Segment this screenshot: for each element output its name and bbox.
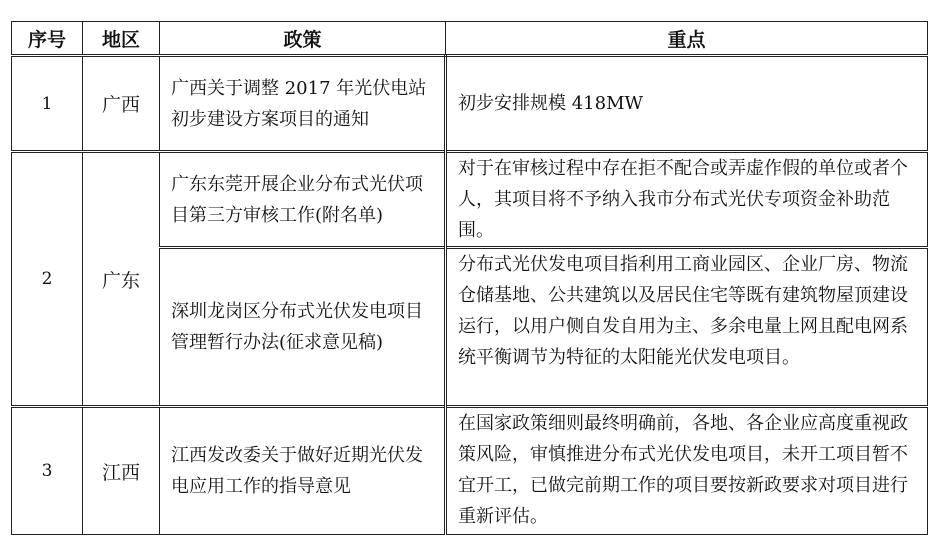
key-points-cell: 在国家政策细则最终明确前，各地、各企业应高度重视政策风险，审慎推进分布式光伏发电项目，未开工项目暂不宜开工，已做完前期工作的项目要按新政要求对项目进行重新评估。 xyxy=(446,407,928,535)
header-row xyxy=(12,22,928,56)
header-region: 地区 xyxy=(83,22,160,56)
row-number: 1 xyxy=(12,56,83,152)
table-row xyxy=(12,152,928,248)
policy-cell: 深圳龙岗区分布式光伏发电项目管理暂行办法(征求意见稿) xyxy=(160,248,446,407)
region-cell: 广东 xyxy=(83,152,160,407)
key-points-cell: 初步安排规模 418MW xyxy=(446,56,928,152)
policy-cell: 广西关于调整 2017 年光伏电站初步建设方案项目的通知 xyxy=(160,56,446,152)
header-key-points: 重点 xyxy=(446,22,928,56)
policy-table xyxy=(11,21,928,535)
key-points-cell: 分布式光伏发电项目指利用工商业园区、企业厂房、物流仓储基地、公共建筑以及居民住宅等既有建筑物屋顶建设运行，以用户侧自发自用为主、多余电量上网且配电网系统平衡调节为特征的太阳能光伏发电项目。 xyxy=(446,248,928,407)
policy-cell: 江西发改委关于做好近期光伏发电应用工作的指导意见 xyxy=(160,407,446,535)
row-number: 2 xyxy=(12,152,83,407)
table-row xyxy=(12,56,928,152)
header-no: 序号 xyxy=(12,22,83,56)
region-cell: 江西 xyxy=(83,407,160,535)
key-points-cell: 对于在审核过程中存在拒不配合或弄虚作假的单位或者个人，其项目将不予纳入我市分布式光伏专项资金补助范围。 xyxy=(446,152,928,248)
header-policy: 政策 xyxy=(160,22,446,56)
policy-cell: 广东东莞开展企业分布式光伏项目第三方审核工作(附名单) xyxy=(160,152,446,248)
table-row xyxy=(12,407,928,535)
region-cell: 广西 xyxy=(83,56,160,152)
row-number: 3 xyxy=(12,407,83,535)
